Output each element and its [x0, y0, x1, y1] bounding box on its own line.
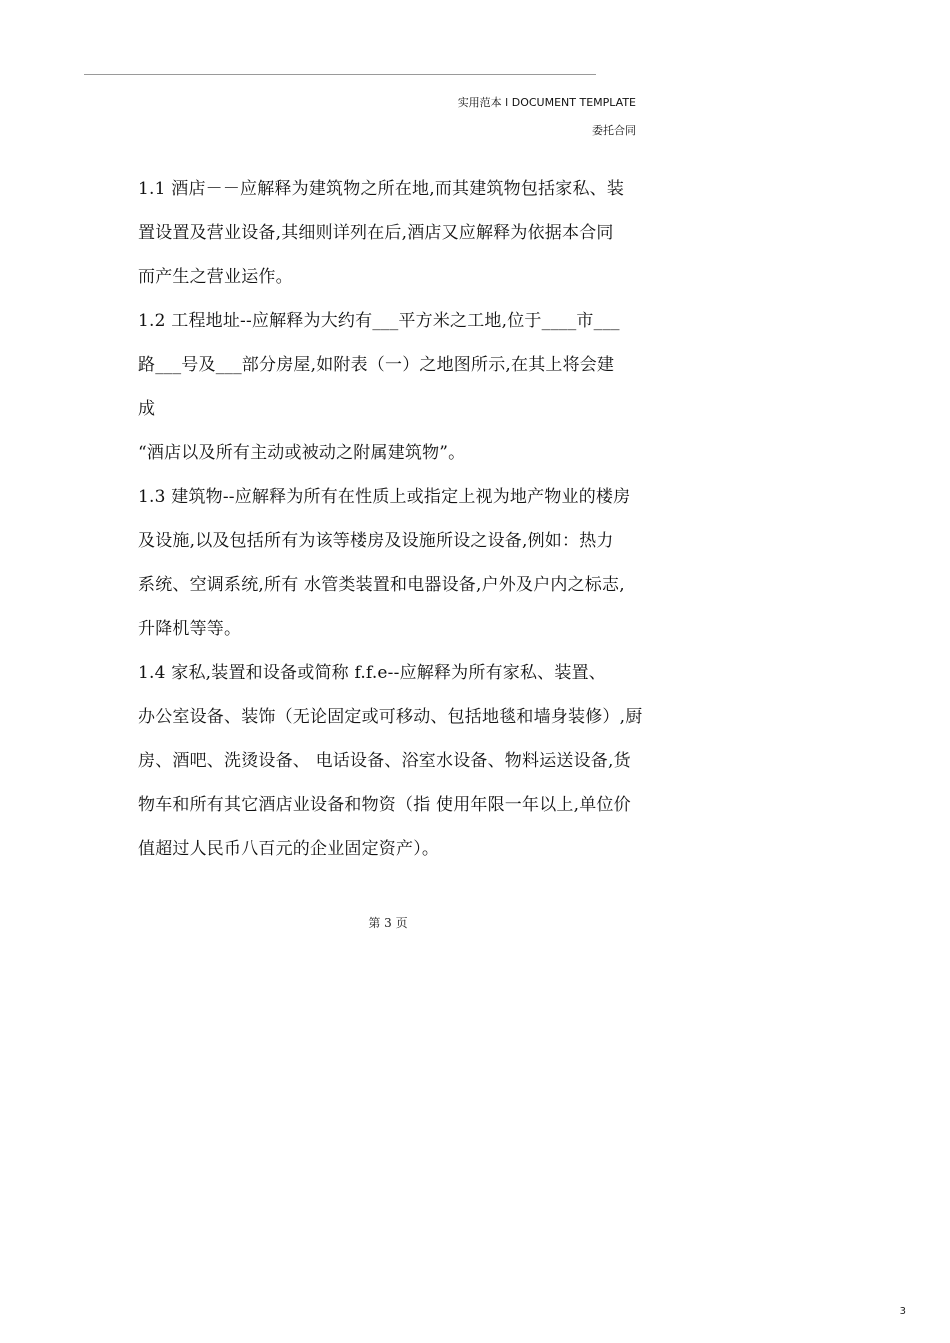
document-header-label: 实用范本 l DOCUMENT TEMPLATE — [457, 96, 636, 109]
body-line: 1.3 建筑物--应解释为所有在性质上或指定上视为地产物业的楼房 — [138, 487, 631, 507]
document-body — [138, 167, 643, 871]
document-header-title: 委托合同 — [592, 124, 636, 137]
body-line: 置设置及营业设备,其细则详列在后,酒店又应解释为依据本合同 — [138, 223, 614, 243]
body-line: 系统、空调系统,所有 水管类装置和电器设备,户外及户内之标志, — [138, 575, 625, 595]
body-line: 及设施,以及包括所有为该等楼房及设施所设之设备,例如：热力 — [138, 531, 614, 551]
body-line: 值超过人民币八百元的企业固定资产）。 — [138, 839, 440, 859]
body-line: 成 — [138, 399, 156, 419]
body-line: 1.4 家私,装置和设备或简称 f.f.e--应解释为所有家私、装置、 — [138, 663, 606, 683]
body-line: 房、酒吧、洗烫设备、 电话设备、浴室水设备、物料运送设备,货 — [138, 751, 631, 771]
body-line: 1.2 工程地址--应解释为大约有___平方米之工地,位于____市___ — [138, 311, 620, 331]
body-line: 1.1 酒店－－应解释为建筑物之所在地,而其建筑物包括家私、装 — [138, 179, 625, 199]
corner-page-number: 3 — [899, 1306, 906, 1317]
body-line: 办公室设备、装饰（无论固定或可移动、包括地毯和墙身装修）,厨 — [138, 707, 643, 727]
page-number-footer: 第 3 页 — [368, 916, 408, 930]
body-line: 物车和所有其它酒店业设备和物资（指 使用年限一年以上,单位价 — [138, 795, 631, 815]
body-line: 而产生之营业运作。 — [138, 267, 293, 287]
body-line: 路___号及___部分房屋,如附表（一）之地图所示,在其上将会建 — [138, 355, 615, 375]
body-line: 升降机等等。 — [138, 619, 242, 639]
body-line: “酒店以及所有主动或被动之附属建筑物”。 — [138, 443, 466, 463]
header-divider — [84, 74, 596, 75]
